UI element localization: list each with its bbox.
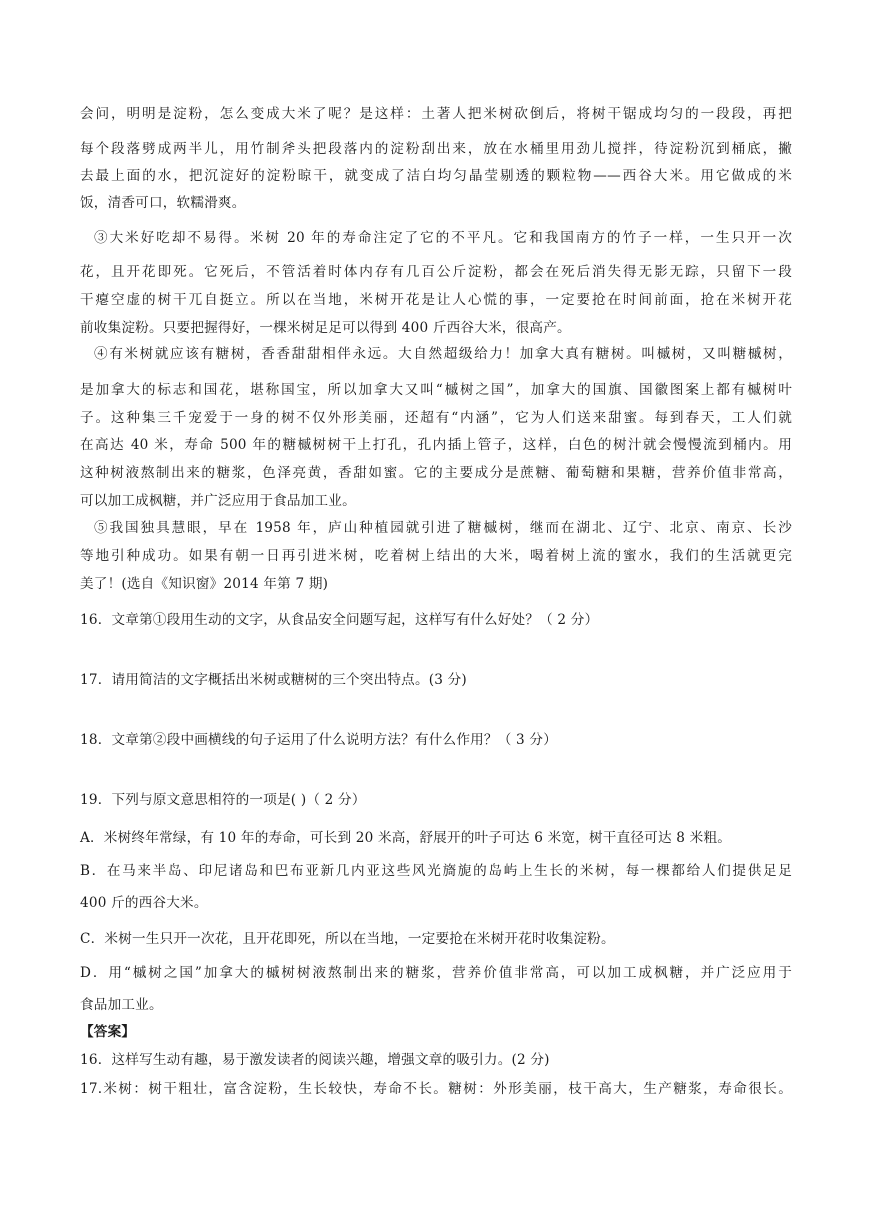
passage-line: 去最上面的水，把沉淀好的淀粉晾干，就变成了洁白均匀晶莹剔透的颗粒物——西谷大米。用它做成的米: [80, 168, 792, 184]
passage-line: 花，且开花即死。它死后，不管活着时体内存有几百公斤淀粉，都会在死后消失得无影无踪，只留下一段: [80, 264, 792, 280]
passage-line: 子。这种集三千宠爱于一身的树不仅外形美丽，还超有“内涵”，它为人们送来甜蜜。每到春天，工人们就: [80, 410, 792, 426]
passage-line: 会问，明明是淀粉，怎么变成大米了呢？是这样：土著人把米树砍倒后，将树干锯成均匀的一段段，再把: [80, 106, 792, 122]
option-b: B．在马来半岛、印尼诸岛和巴布亚新几内亚这些风光旖旎的岛屿上生长的米树，每一棵都给人们提供足足: [80, 863, 792, 879]
passage-line: 饭，清香可口，软糯滑爽。: [80, 195, 246, 211]
passage-line: 干瘪空虚的树干兀自挺立。所以在当地，米树开花是让人心慌的事，一定要抢在时间前面，抢在米树开花: [80, 292, 792, 308]
question-17: 17．请用简洁的文字概括出米树或糖树的三个突出特点。(3 分): [80, 672, 467, 688]
question-18: 18．文章第②段中画横线的句子运用了什么说明方法？有什么作用？（ 3 分）: [80, 732, 557, 748]
option-d-cont: 食品加工业。: [80, 997, 163, 1013]
passage-line: 可以加工成枫糖，并广泛应用于食品加工业。: [80, 493, 356, 509]
answer-16: 16．这样写生动有趣，易于激发读者的阅读兴趣，增强文章的吸引力。(2 分): [80, 1052, 550, 1068]
option-a: A．米树终年常绿，有 10 年的寿命，可长到 20 米高，舒展开的叶子可达 6 米宽，树干直径可达 8 米粗。: [80, 830, 732, 846]
question-19: 19．下列与原文意思相符的一项是( )（ 2 分）: [80, 792, 366, 808]
option-d: D．用“槭树之国”加拿大的槭树树液熬制出来的糖浆，营养价值非常高，可以加工成枫糖，并广泛应用于: [80, 965, 792, 981]
passage-line: 美了！(选自《知识窗》2014 年第 7 期): [80, 576, 329, 592]
passage-line: 等地引种成功。如果有朝一日再引进米树，吃着树上结出的大米，喝着树上流的蜜水，我们的生活就更完: [80, 548, 792, 564]
answer-17: 17.米树：树干粗壮，富含淀粉，生长较快，寿命不长。糖树：外形美丽，枝干高大，生产糖浆，寿命很长。: [80, 1081, 792, 1097]
answer-heading: 【答案】: [80, 1024, 136, 1040]
option-b-cont: 400 斤的西谷大米。: [80, 895, 208, 911]
passage-line: ④有米树就应该有糖树，香香甜甜相伴永远。大自然超级给力！加拿大真有糖树。叫槭树，又叫糖槭树，: [94, 346, 792, 362]
option-c: C．米树一生只开一次花，且开花即死，所以在当地，一定要抢在米树开花时收集淀粉。: [80, 931, 615, 947]
passage-line: 前收集淀粉。只要把握得好，一棵米树足足可以得到 400 斤西谷大米，很高产。: [80, 320, 571, 336]
question-16: 16．文章第①段用生动的文字，从食品安全问题写起，这样写有什么好处？（ 2 分）: [80, 612, 599, 628]
passage-line: 这种树液熬制出来的糖浆，色泽亮黄，香甜如蜜。它的主要成分是蔗糖、葡萄糖和果糖，营养价值非常高，: [80, 465, 792, 481]
passage-line: 在高达 40 米，寿命 500 年的糖槭树树干上打孔，孔内插上管子，这样，白色的树汁就会慢慢流到桶内。用: [80, 437, 792, 453]
passage-line: 每个段落劈成两半儿，用竹制斧头把段落内的淀粉刮出来，放在水桶里用劲儿搅拌，待淀粉沉到桶底，撇: [80, 141, 792, 157]
passage-line: 是加拿大的标志和国花，堪称国宝，所以加拿大又叫“槭树之国”，加拿大的国旗、国徽图案上都有槭树叶: [80, 382, 792, 398]
passage-line: ③大米好吃却不易得。米树 20 年的寿命注定了它的不平凡。它和我国南方的竹子一样，一生只开一次: [94, 230, 792, 246]
passage-line: ⑤我国独具慧眼，早在 1958 年，庐山种植园就引进了糖槭树，继而在湖北、辽宁、北京、南京、长沙: [94, 520, 792, 536]
